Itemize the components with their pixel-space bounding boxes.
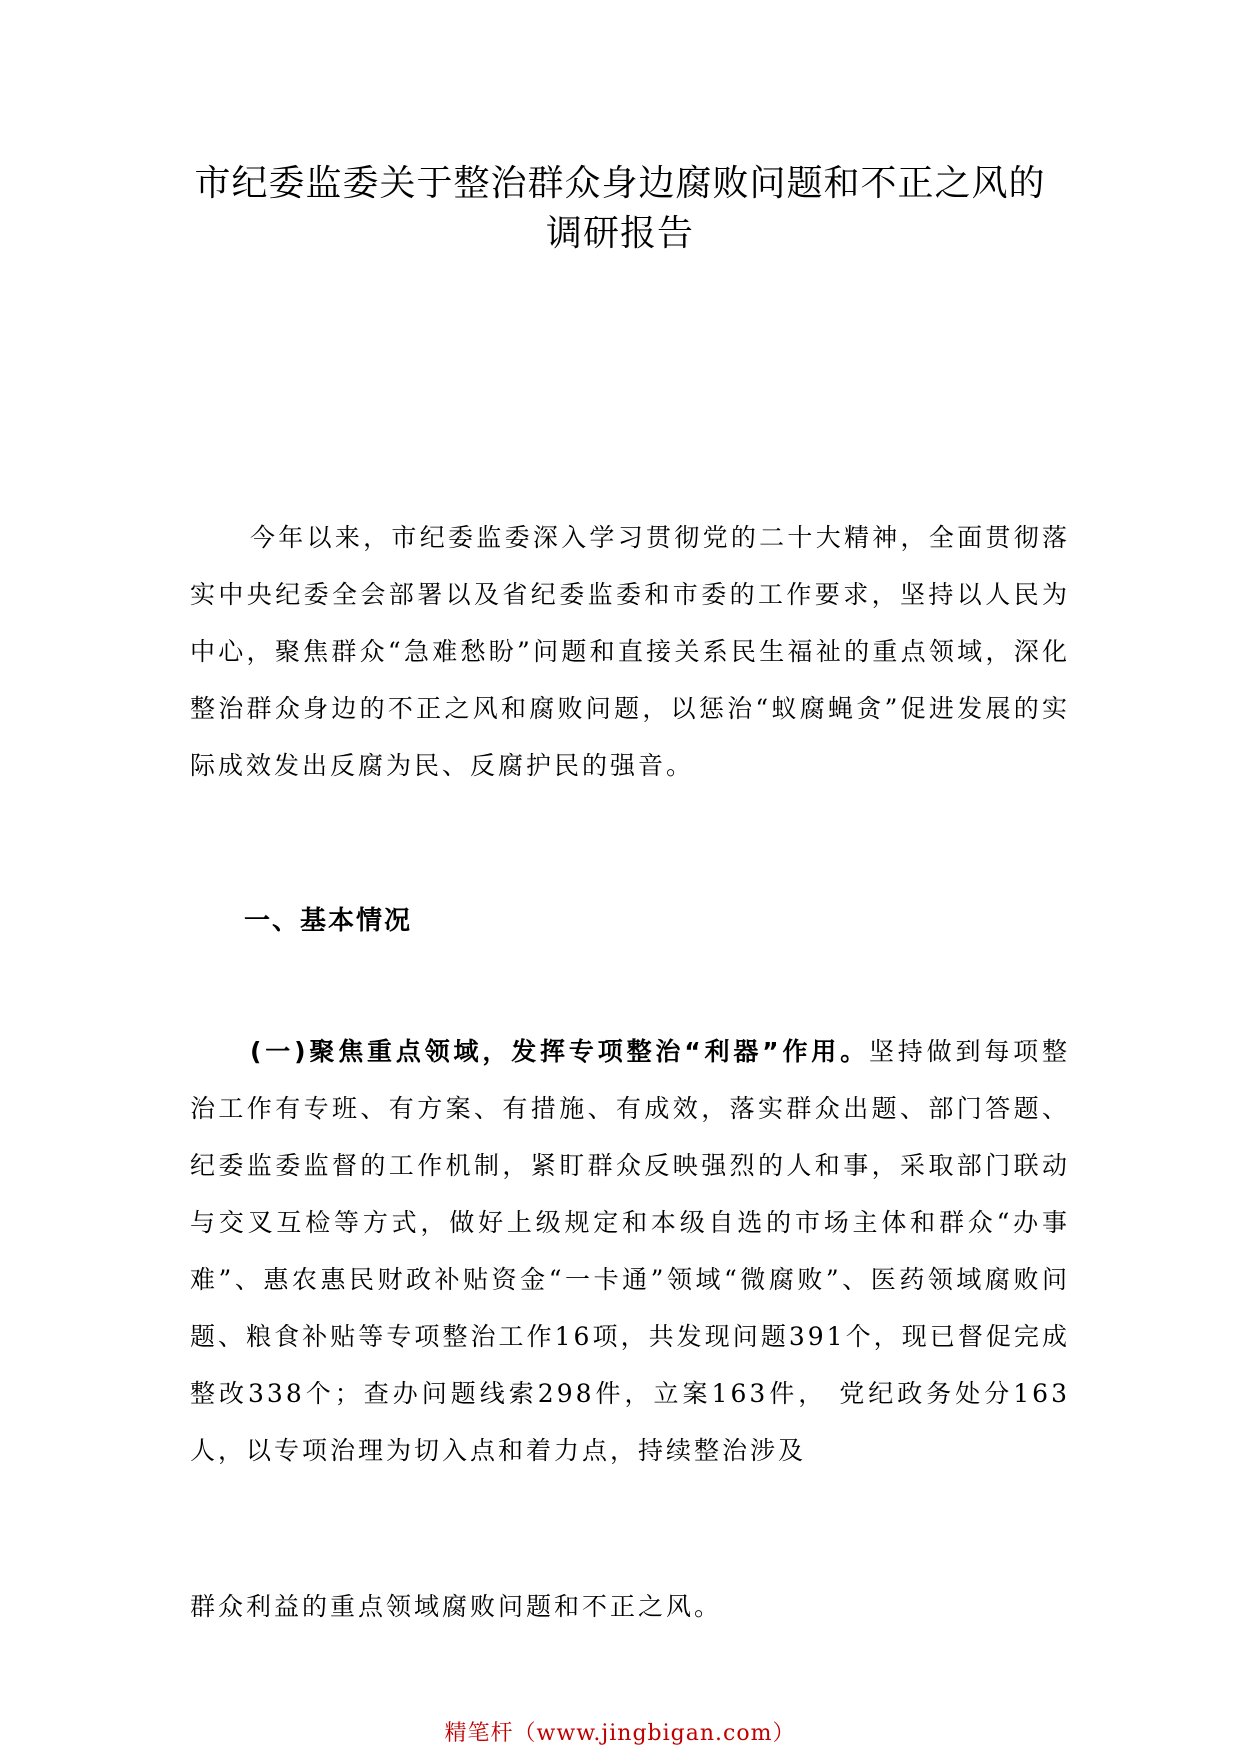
section-1-paragraph xyxy=(190,1023,1070,1479)
document-title-line-2: 调研报告 xyxy=(545,213,694,254)
document-title-line-1: 市纪委监委关于整治群众身边腐败问题和不正之风的 xyxy=(194,163,1046,204)
intro-paragraph: 今年以来，市纪委监委深入学习贯彻党的二十大精神，全面贯彻落实中央纪委全会部署以及省纪委监委和市委的工作要求，坚持以人民为中心，聚焦群众“急难愁盼”问题和直接关系民生福祉的重点领域，深化整治群众身边的不正之风和腐败问题，以惩治“蚁腐蝇贪”促进发展的实际成效发出反腐为民、反腐护民的强音。 xyxy=(190,523,1070,780)
section-1-continuation: 群众利益的重点领域腐败问题和不正之风。 xyxy=(190,1592,723,1621)
section-heading-basic-situation: 一、基本情况 xyxy=(244,906,413,936)
section-1-body-text: 坚持做到每项整治工作有专班、有方案、有措施、有成效，落实群众出题、部门答题、纪委监委监督的工作机制，紧盯群众反映强烈的人和事，采取部门联动与交叉互检等方式，做好上级规定和本级自选的市场主体和群众“办事难”、惠农惠民财政补贴资金“一卡通”领域“微腐败”、医药领域腐败问题、粮食补贴等专项整治工作16项，共发现问题391个，现已督促完成整改338个；查办问题线索298件，立案163件， 党纪政务处分163人，以专项治理为切入点和着力点，持续整治涉及 xyxy=(190,1037,1070,1465)
footer-watermark-link[interactable]: 精笔杆（www.jingbigan.com） xyxy=(444,1721,796,1746)
section-1-lead-sentence: (一)聚焦重点领域，发挥专项整治“利器”作用。 xyxy=(250,1037,869,1066)
